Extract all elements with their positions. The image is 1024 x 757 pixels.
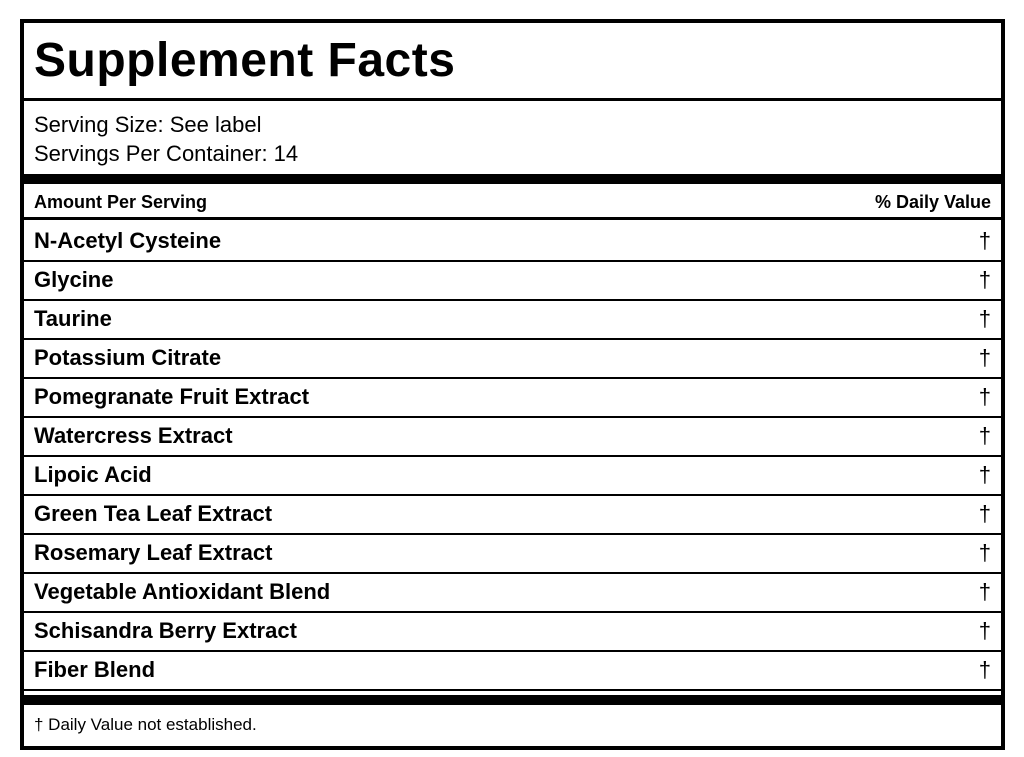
ingredient-list — [24, 223, 1001, 691]
ingredient-name: Fiber Blend — [34, 657, 156, 682]
supplement-facts-panel — [20, 19, 1005, 750]
ingredient-daily-value: † — [978, 462, 991, 487]
ingredient-row — [24, 223, 1001, 262]
ingredient-daily-value: † — [978, 306, 991, 331]
ingredient-row — [24, 301, 1001, 340]
ingredient-name: Glycine — [34, 267, 114, 292]
thick-divider-top — [24, 174, 1001, 184]
ingredient-name: Rosemary Leaf Extract — [34, 540, 273, 565]
ingredient-daily-value: † — [978, 267, 991, 292]
ingredient-row — [24, 574, 1001, 613]
ingredient-name: Lipoic Acid — [34, 462, 152, 487]
footnote: † Daily Value not established. — [34, 715, 257, 734]
ingredient-row — [24, 262, 1001, 301]
column-header-row — [24, 185, 1001, 221]
ingredient-name: Pomegranate Fruit Extract — [34, 384, 310, 409]
daily-value-header: % Daily Value — [874, 192, 991, 212]
thick-divider-bottom — [24, 695, 1001, 705]
header-divider — [24, 217, 1001, 220]
ingredient-daily-value: † — [978, 618, 991, 643]
ingredient-daily-value: † — [978, 423, 991, 448]
ingredient-name: Potassium Citrate — [34, 345, 222, 370]
title-divider — [24, 98, 1001, 101]
ingredient-name: Schisandra Berry Extract — [34, 618, 297, 643]
ingredient-daily-value: † — [978, 501, 991, 526]
ingredient-row — [24, 340, 1001, 379]
ingredient-row — [24, 457, 1001, 496]
servings-per-container: Servings Per Container: 14 — [34, 141, 299, 166]
ingredient-name: N-Acetyl Cysteine — [34, 228, 222, 253]
ingredient-daily-value: † — [978, 345, 991, 370]
ingredient-daily-value: † — [978, 228, 991, 253]
ingredient-row — [24, 418, 1001, 457]
ingredient-name: Green Tea Leaf Extract — [34, 501, 273, 526]
ingredient-name: Taurine — [34, 306, 112, 331]
serving-size: Serving Size: See label — [34, 112, 262, 137]
title-block — [24, 23, 1001, 102]
ingredient-name: Vegetable Antioxidant Blend — [34, 579, 331, 604]
panel-title: Supplement Facts — [34, 34, 456, 87]
ingredient-row — [24, 652, 1001, 691]
ingredient-daily-value: † — [978, 384, 991, 409]
ingredient-row — [24, 496, 1001, 535]
ingredient-daily-value: † — [978, 540, 991, 565]
ingredient-daily-value: † — [978, 579, 991, 604]
ingredient-row — [24, 379, 1001, 418]
ingredient-daily-value: † — [978, 657, 991, 682]
ingredient-row — [24, 535, 1001, 574]
ingredient-name: Watercress Extract — [34, 423, 233, 448]
ingredient-row — [24, 613, 1001, 652]
amount-per-serving-header: Amount Per Serving — [34, 192, 208, 212]
